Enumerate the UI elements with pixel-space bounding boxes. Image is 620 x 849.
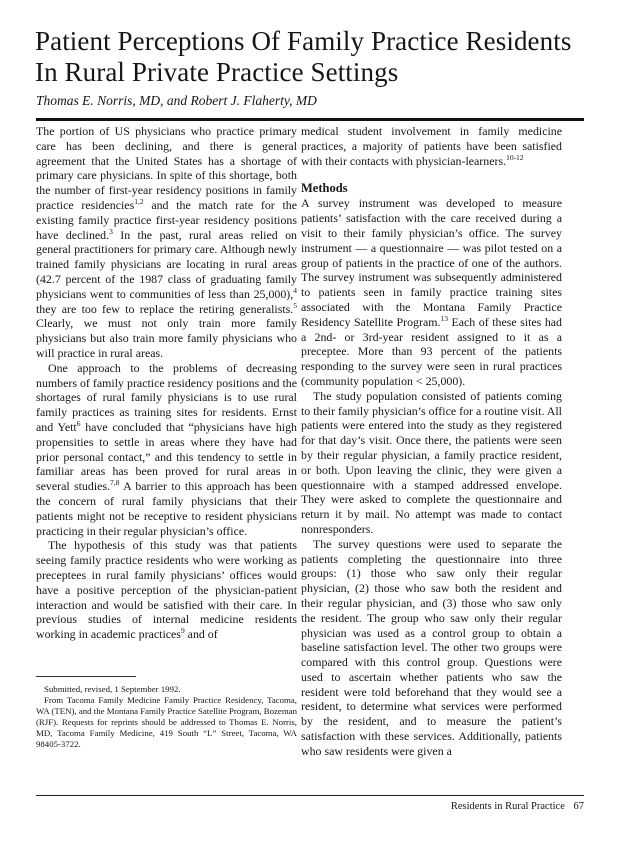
intro-paragraph-1: The portion of US physicians who practice primary care has been declining, and there is general agreement that the United States has a shortage of primary care physicians. In spite of this shortage, both the number of first-year residency positions in family practice residencies$^{1,2}$ and the match rate for the existing family practice first-year residency positions have declined.$^3$ In the past, rural areas relied on general practitioners for primary care. Although newly trained family physicians are locating in rural areas (42.7 percent of the 1987 class of graduating family physicians went to communities of less than 25,000),$^4$ they are too few to replace the retiring generalists.$^5$ Clearly, we must not only train more family physicians but also train more family physicians who will practice in rural areas. <box>36 124 298 360</box>
right-column <box>301 124 562 759</box>
intro-paragraph-continued: medical student involvement in family medicine practices, a majority of patients have been satisfied with their contacts with physician-learners.$^{10-12}$ <box>301 124 562 168</box>
title-rule <box>36 118 584 121</box>
intro-paragraph-2: One approach to the problems of decreasing numbers of family practice residency positions and the shortages of rural family physicians is to use rural family practices as training sites for residents. Ernst and Yett$^6$ have concluded that “physicians have high propensities to settle in areas where they have had prior personal contact,” and this tendency to settle in familiar areas has been proved for rural areas in several studies.$^{7,8}$ A barrier to this approach has been the concern of rural family physicians that their patients might not be receptive to resident physicians practicing in their regular physician’s office. <box>36 360 297 538</box>
intro-paragraph-3: The hypothesis of this study was that patients seeing family practice residents who were working as preceptees in rural family physicians’ offices would have a positive perception of the physician-patient interaction and would be satisfied with their care. In previous studies of internal medicine residents working in academic practices$^9$ and of <box>36 538 297 642</box>
footnote-submitted: Submitted, revised, 1 September 1992. <box>44 684 181 694</box>
running-footer <box>445 801 584 812</box>
methods-paragraph-3: The survey questions were used to separate the patients completing the questionnaire into three groups: (1) those who saw only their regular physician, (2) those who saw both the resident and their regular physician, and (3) those who saw only the resident. The group who saw only their regular physician was used as a control group to obtain a baseline satisfaction level. The other two groups were compared with this control group. Questions were used to ascertain whether patients who saw the resident were told beforehand that they would see a resident, to determine what services were performed by the resident, and to measure the patient’s satisfaction with these services. Additionally, patients who saw residents were given a <box>301 536 562 758</box>
footer-rule <box>36 795 584 796</box>
methods-paragraph-2: The study population consisted of patients coming to their family physician’s office for a routine visit. All patients were entered into the study as they registered for that day’s visit. Once there, the patients were seen by their regular physician, a family practice resident, or both. Upon leaving the clinic, they were given a questionnaire with a stamped addressed envelope. They were asked to complete the questionnaire and return it by mail. No attempt was made to contact nonresponders. <box>301 388 562 536</box>
footnote-affiliation: From Tacoma Family Medicine Family Practice Residency, Tacoma, WA (TEN), and the Montana Family Practice Satellite Program, Bozeman (RJF). Requests for reprints should be addressed to Thomas E. Norris, MD, Tacoma Family Medicine, 419 South “L” Street, Tacoma, WA 98405-3722. <box>36 695 297 750</box>
article-title: Patient Perceptions Of Family Practice Residents In Rural Private Practice Settings <box>35 26 572 87</box>
methods-heading: Methods <box>301 181 348 196</box>
article-authors: Thomas E. Norris, MD, and Robert J. Flaherty, MD <box>36 93 317 108</box>
journal-section-title: Residents in Rural Practice <box>450 801 565 812</box>
left-column <box>36 124 297 642</box>
methods-paragraph-1: A survey instrument was developed to measure patients’ satisfaction with the care received during a visit to their family physician’s office. The survey instrument — a questionnaire — was pilot tested on a group of patients in the practice of one of the authors. The survey instrument was subsequently administered to patients seen in family practice training sites associated with the Montana Family Practice Residency Satellite Program.$^{13}$ Each of these sites had a 2nd- or 3rd-year resident assigned to it as a preceptee. More than 93 percent of the patients responding to the survey were seen in rural practices (community population < 25,000). <box>301 196 562 388</box>
page-number: 67 <box>573 801 584 812</box>
footnote <box>36 684 297 751</box>
footnote-rule <box>36 676 136 677</box>
